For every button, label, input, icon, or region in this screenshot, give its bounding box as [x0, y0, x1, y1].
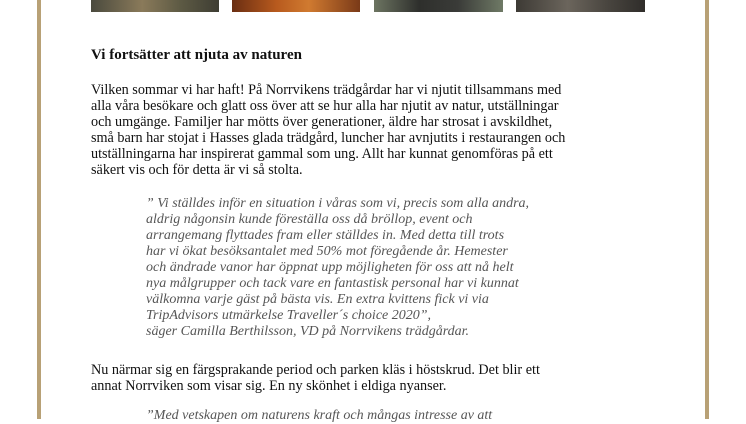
- quote-line: välkomna varje gäst på bästa vis. En extra kvittens fick vi via: [146, 292, 489, 307]
- quote-block-1: [146, 196, 616, 340]
- quote-line: ”Med vetskapen om naturens kraft och mångas intresse av att: [146, 408, 493, 423]
- paragraph-line: och umgänge. Familjer har mötts över generationer, äldre har strosat i avskildhet,: [91, 114, 553, 130]
- photo-thumbnail-3: [374, 0, 503, 12]
- quote-line: har vi ökat besöksantalet med 50% mot föregående år. Hemester: [146, 244, 508, 259]
- paragraph-line: Nu närmar sig en färgsprakande period och parken kläs i höstskrud. Det blir ett: [91, 362, 540, 378]
- paragraph-line: små barn har stojat i Hasses glada trädgård, luncher har avnjutits i restaurangen och: [91, 130, 566, 146]
- paragraph-line: Vilken sommar vi har haft! På Norrvikens trädgårdar har vi njutit tillsammans med: [91, 82, 562, 98]
- page-frame-right-border: [705, 0, 709, 419]
- photo-thumbnail-2: [232, 0, 360, 12]
- quote-line: arrangemang flyttades fram eller ställdes in. Med detta till trots: [146, 228, 505, 243]
- photo-thumbnail-1: [91, 0, 219, 12]
- quote-line: TripAdvisors utmärkelse Traveller´s choice 2020”,: [146, 308, 432, 323]
- paragraph-line: säkert vis och för detta är vi så stolta.: [91, 162, 303, 178]
- quote-line: och ändrade vanor har öppnat upp möjligheten för oss att nå helt: [146, 260, 514, 275]
- quote-attribution: säger Camilla Berthilsson, VD på Norrvikens trädgårdar.: [146, 324, 470, 339]
- quote-block-2: [146, 408, 616, 424]
- body-paragraph-2: [91, 362, 651, 394]
- paragraph-line: utställningarna har inspirerat gammal som ung. Allt har kunnat genomföras på ett: [91, 146, 553, 162]
- quote-line: aldrig någonsin kunde föreställa oss då bröllop, event och: [146, 212, 473, 227]
- paragraph-line: annat Norrviken som visar sig. En ny skönhet i eldiga nyanser.: [91, 378, 447, 394]
- page-frame-left-border: [37, 0, 41, 419]
- body-paragraph-1: [91, 82, 651, 178]
- quote-line: nya målgrupper och tack vare en fantastisk personal har vi kunnat: [146, 276, 519, 291]
- article-heading: Vi fortsätter att njuta av naturen: [91, 47, 302, 63]
- photo-thumbnail-4: [516, 0, 645, 12]
- quote-line: ” Vi ställdes inför en situation i våras som vi, precis som alla andra,: [146, 196, 530, 211]
- paragraph-line: alla våra besökare och glatt oss över att se hur alla har njutit av natur, utställningar: [91, 98, 559, 114]
